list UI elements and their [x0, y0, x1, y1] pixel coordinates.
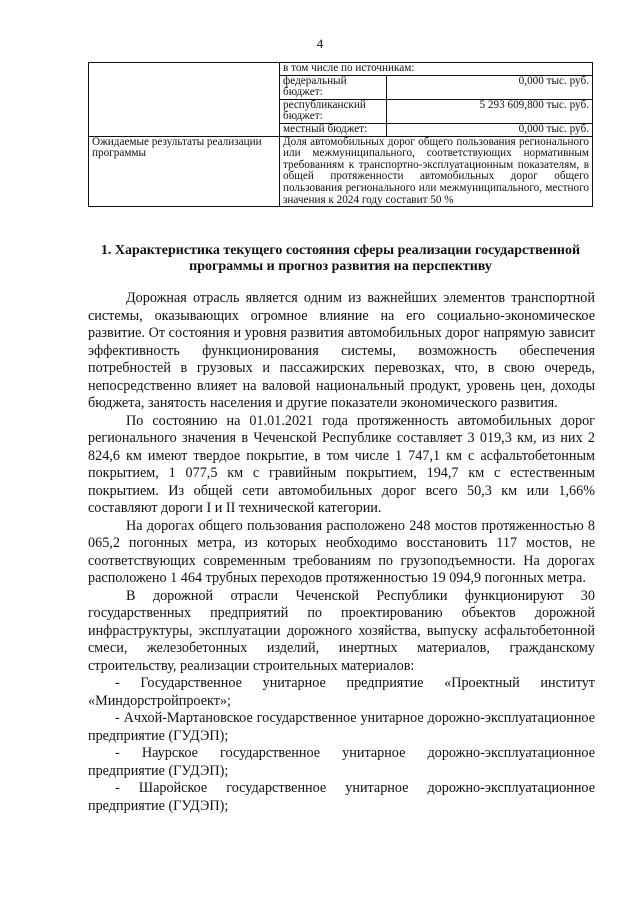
paragraph: По состоянию на 01.01.2021 года протяженность автомобильных дорог регионального значения в Чеченской Республике составляет 3 019,3 км, из них 2 824,6 км имеют твердое покрытие, в том числе 1 747,1 км с асфальтобетонным покрытием, 1 077,5 км с гравийным покрытием, 194,7 км с естественным покрытием. Из общей сети автомобильных дорог всего 50,3 км или 1,66% составляют дороги I и II технической категории.	[88, 412, 595, 516]
source-label: республиканский бюджет:	[280, 99, 387, 123]
expected-results-text: Доля автомобильных дорог общего пользования регионального или межмуниципального, соответствующих нормативным требованиям к транспортно-эксплуатационным показателям, в общей протяженности автомобильных дорог общего пользования регионального или межмуниципального, местного значения к 2024 году составит 50 %	[280, 136, 593, 207]
paragraph: Дорожная отрасль является одним из важнейших элементов транспортной системы, оказывающих огромное влияние на его социально-экономическое развитие. От состояния и уровня развития автомобильных дорог напрямую зависит эффективность функционирования системы, возможность обеспечения потребностей в грузовых и пассажирских перевозках, что, в свою очередь, непосредственно влияет на валовой национальный продукт, уровень цен, доходы бюджета, занятость населения и другие показатели экономического развития.	[88, 290, 595, 411]
body-text	[88, 290, 595, 815]
sources-header-row	[280, 63, 592, 75]
source-label: местный бюджет:	[280, 123, 387, 135]
funding-sources-table	[280, 63, 592, 136]
section-heading: 1. Характеристика текущего состояния сферы реализации государственной программы и прогноз развития на перспективу	[100, 243, 581, 274]
list-item: - Наурское государственное унитарное дорожно-эксплуатационное предприятие (ГУДЭП);	[88, 745, 595, 779]
source-amount: 0,000 тыс. руб.	[387, 123, 593, 135]
paragraph: На дорогах общего пользования расположено 248 мостов протяженностью 8 065,2 погонных метра, из которых необходимо восстановить 117 мостов, не соответствующих современным требованиям по грузоподъемности. На дорогах расположено 1 464 трубных переходов протяженностью 19 094,9 погонных метра.	[88, 517, 595, 586]
list-item: - Ачхой-Мартановское государственное унитарное дорожно-эксплуатационное предприятие (ГУДЭП);	[88, 710, 595, 744]
source-row-local	[280, 123, 592, 135]
program-passport-table	[88, 62, 593, 207]
source-row-federal	[280, 75, 592, 99]
source-row-republican	[280, 99, 592, 123]
funding-sources-cell	[280, 63, 593, 137]
expected-results-row	[89, 136, 593, 207]
list-item: - Государственное унитарное предприятие «Проектный институт «Миндорстройпроект»;	[88, 675, 595, 709]
source-label: федеральный бюджет:	[280, 75, 387, 99]
source-amount: 0,000 тыс. руб.	[387, 75, 593, 99]
sources-header: в том числе по источникам:	[280, 63, 592, 75]
list-item: - Шаройское государственное унитарное дорожно-эксплуатационное предприятие (ГУДЭП);	[88, 780, 595, 814]
funding-sources-row	[89, 63, 593, 137]
page-number: 4	[316, 36, 324, 51]
empty-label-cell	[89, 63, 280, 137]
source-amount: 5 293 609,800 тыс. руб.	[387, 99, 593, 123]
paragraph: В дорожной отрасли Чеченской Республики функционируют 30 государственных предприятий по проектированию объектов дорожной инфраструктуры, эксплуатации дорожного хозяйства, выпуску асфальтобетонной смеси, железобетонных изделий, инертных материалов, гражданскому строительству, реализации строительных материалов:	[88, 587, 595, 674]
expected-results-label: Ожидаемые результаты реализации программы	[89, 136, 280, 207]
